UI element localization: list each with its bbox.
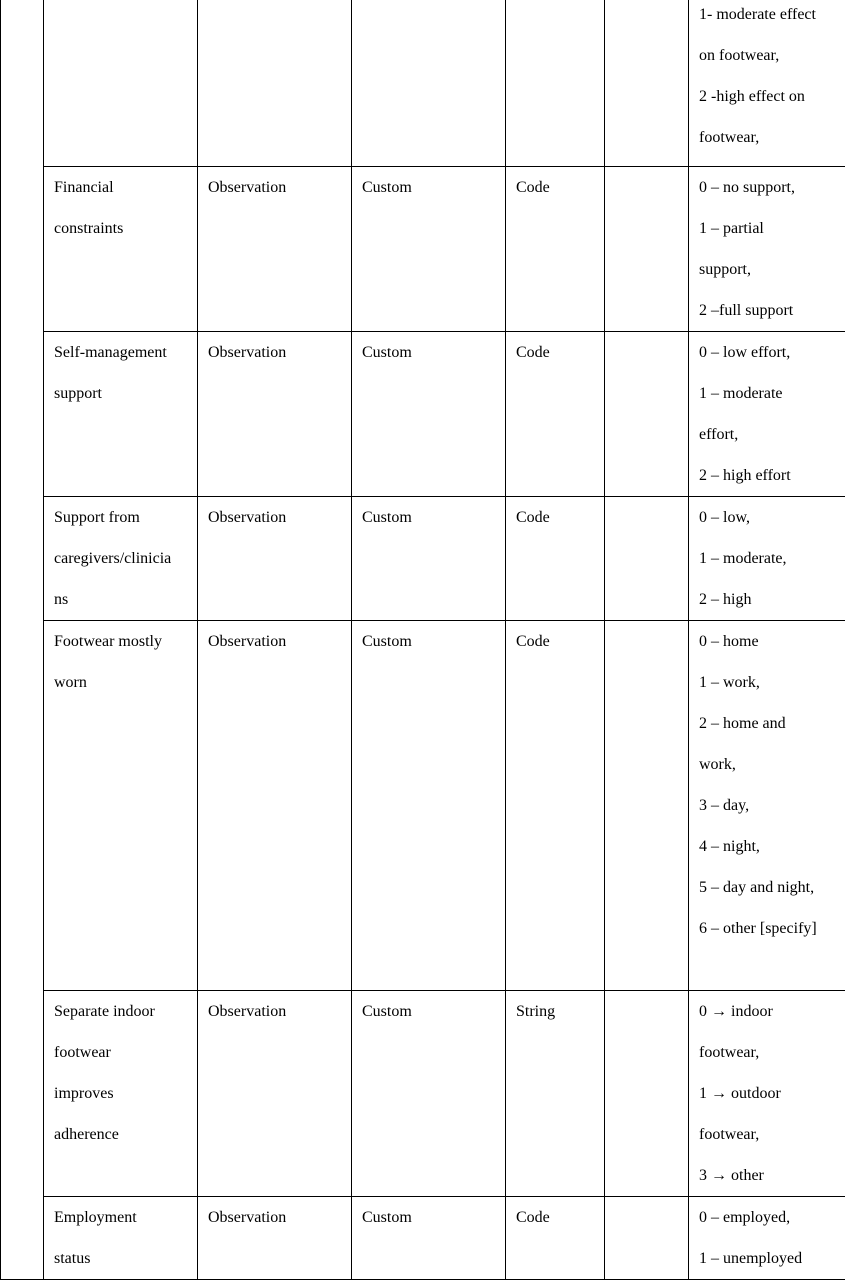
format-text: Code [516,178,550,196]
table-row [1,496,845,620]
variable-cell [44,331,198,496]
extra-cell [605,496,689,620]
source-text: Custom [362,632,412,650]
value-line: 1 → outdoor [699,1084,781,1102]
value-line: footwear, [699,1043,760,1061]
variable-cell [44,0,198,166]
value-line: 2 -high effect on [699,88,805,105]
variable-line: Self-management [54,343,167,361]
value-line: 2 – high effort [699,466,791,484]
variable-cell [44,496,198,620]
value-line: 0 – home [699,632,759,650]
type-text: Observation [208,343,287,361]
type-cell [198,166,352,331]
values-cell [689,620,845,990]
format-text: Code [516,343,550,361]
value-line: 0 – low effort, [699,343,791,361]
type-cell [198,620,352,990]
extra-cell [605,331,689,496]
value-line: 3 – day, [699,796,750,814]
type-text: Observation [208,1208,287,1226]
variable-line: Footwear mostly [54,632,162,650]
source-cell [352,166,506,331]
values-cell [689,496,845,620]
type-cell [198,331,352,496]
variable-line: footwear [54,1043,111,1061]
source-text: Custom [362,1002,412,1020]
value-line: effort, [699,425,739,443]
left-margin-cell [1,0,44,1279]
variable-line: adherence [54,1125,119,1143]
variable-line: caregivers/clinicia [54,549,172,567]
table-row [1,990,845,1196]
value-line: 6 – other [specify] [699,919,817,937]
type-cell [198,1196,352,1279]
values-cell [689,166,845,331]
value-line: 4 – night, [699,837,760,855]
variable-line: constraints [54,219,124,237]
value-line: 1 – moderate, [699,549,787,567]
type-text: Observation [208,508,287,526]
format-text: String [516,1002,556,1020]
variable-cell [44,990,198,1196]
format-cell [506,1196,605,1279]
type-cell [198,496,352,620]
values-cell [689,990,845,1196]
value-line: 0 → indoor [699,1002,773,1020]
value-line: 1 – partial [699,219,764,237]
value-line: 3 → other [699,1166,764,1184]
variable-line: ns [54,590,69,608]
format-cell [506,496,605,620]
type-text: Observation [208,632,287,650]
value-line: 2 –full support [699,301,794,319]
variable-cell [44,620,198,990]
value-line: footwear, [699,129,760,146]
format-text: Code [516,1208,550,1226]
value-line: on footwear, [699,47,780,64]
type-cell [198,0,352,166]
values-cell [689,0,845,166]
variable-line: status [54,1249,91,1267]
table-row [1,1196,845,1279]
value-line: footwear, [699,1125,760,1143]
table-row [1,331,845,496]
variable-line: Support from [54,508,140,526]
extra-cell [605,166,689,331]
format-text: Code [516,508,550,526]
source-cell [352,1196,506,1279]
variable-line: Employment [54,1208,137,1226]
table-row [1,0,845,166]
source-text: Custom [362,178,412,196]
variable-cell [44,1196,198,1279]
extra-cell [605,1196,689,1279]
format-text: Code [516,632,550,650]
variable-cell [44,166,198,331]
source-cell [352,496,506,620]
source-cell [352,990,506,1196]
source-text: Custom [362,508,412,526]
table-row [1,166,845,331]
value-line: support, [699,260,751,278]
type-cell [198,990,352,1196]
source-cell [352,620,506,990]
type-text: Observation [208,1002,287,1020]
value-line: 0 – low, [699,508,750,526]
format-cell [506,0,605,166]
values-cell [689,331,845,496]
variable-line: support [54,384,102,402]
source-cell [352,0,506,166]
format-cell [506,166,605,331]
source-text: Custom [362,1208,412,1226]
value-line: 1 – work, [699,673,760,691]
source-text: Custom [362,343,412,361]
value-line: 1 – moderate [699,384,783,402]
value-line: 0 – employed, [699,1208,791,1226]
variable-line: Separate indoor [54,1002,155,1020]
variable-line: Financial [54,178,114,196]
values-cell [689,1196,845,1279]
format-cell [506,620,605,990]
value-line: 5 – day and night, [699,878,815,896]
value-line: 2 – high [699,590,752,608]
type-text: Observation [208,178,287,196]
format-cell [506,331,605,496]
value-line: 2 – home and [699,714,786,732]
value-line: work, [699,755,736,773]
variable-line: worn [54,673,87,691]
extra-cell [605,990,689,1196]
source-cell [352,331,506,496]
extra-cell [605,620,689,990]
extra-cell [605,0,689,166]
format-cell [506,990,605,1196]
value-line: 0 – no support, [699,178,795,196]
variable-line: improves [54,1084,114,1102]
value-line: 1- moderate effect [699,6,816,23]
table-row [1,620,845,990]
value-line: 1 – unemployed [699,1249,803,1267]
